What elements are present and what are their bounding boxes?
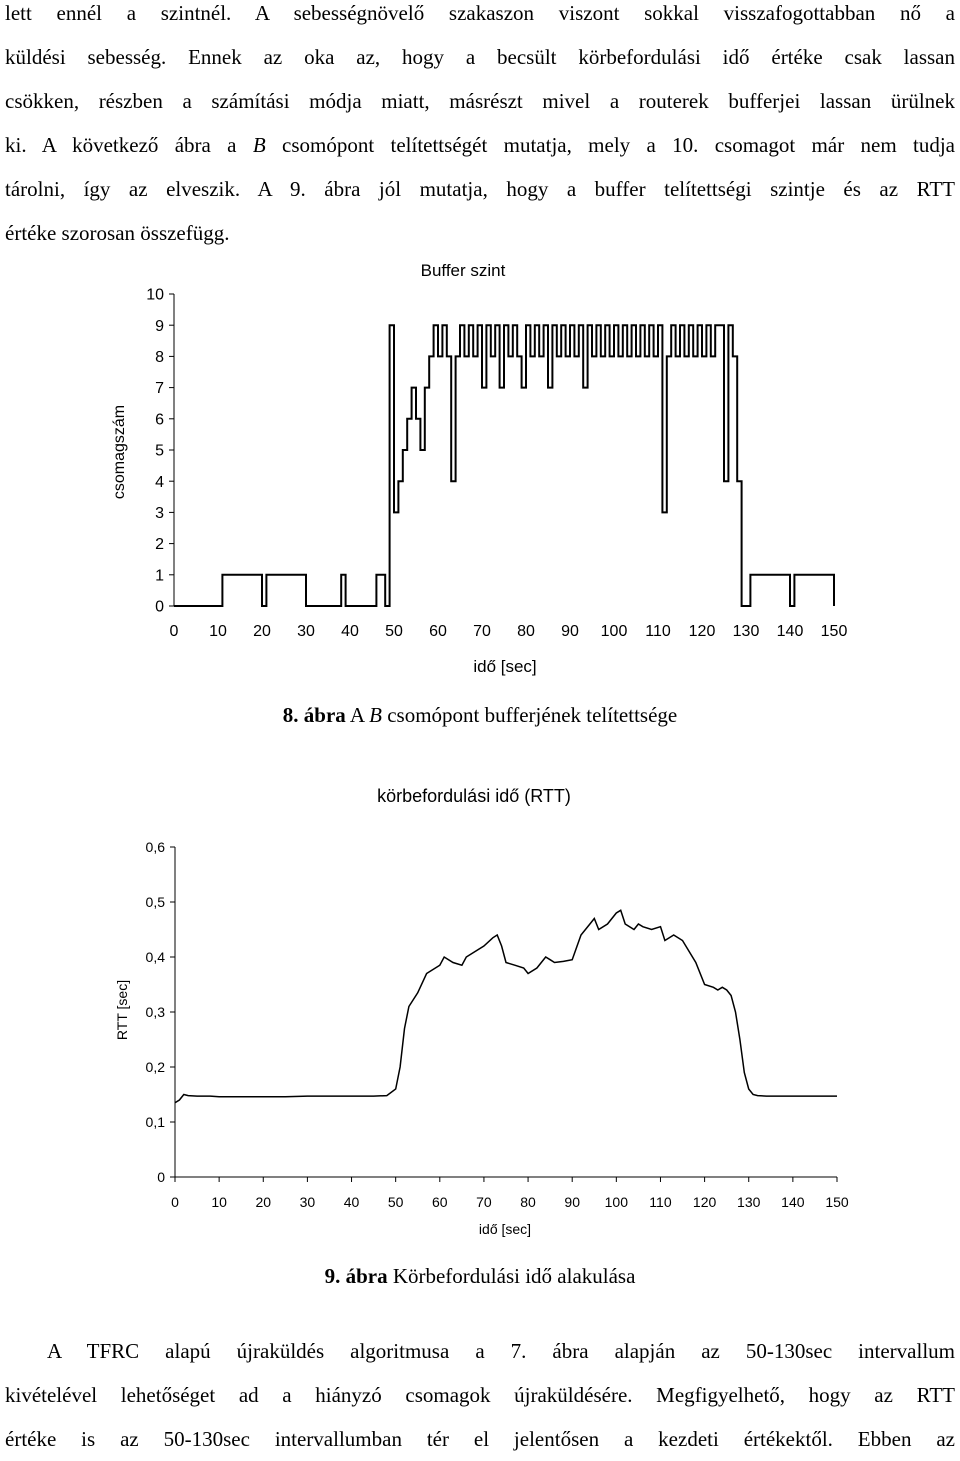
y-tick-label: 0,4 (146, 949, 166, 965)
buffer-level-chart (108, 252, 856, 684)
y-tick-label: 0 (157, 1169, 165, 1185)
closing-paragraph (5, 1329, 955, 1461)
caption-number: 8. ábra (283, 703, 346, 727)
y-tick-label: 0,2 (146, 1059, 166, 1075)
figure-9-caption (0, 1264, 960, 1289)
text-line: értéke szorosan összefügg. (5, 211, 955, 255)
x-tick-label: 50 (385, 623, 403, 640)
x-axis-label: idő [sec] (479, 1221, 531, 1237)
x-tick-label: 120 (689, 623, 716, 640)
x-tick-label: 20 (253, 623, 271, 640)
x-tick-label: 10 (209, 623, 227, 640)
x-tick-label: 80 (517, 623, 535, 640)
y-tick-label: 0,1 (146, 1114, 166, 1130)
text-line: küldési sebesség. Ennek az oka az, hogy a becsült körbefordulási idő értéke csak lassan (5, 35, 955, 79)
text-line: kivételével lehetőséget ad a hiányzó csomagok újraküldésére. Megfigyelhető, hogy az RTT (5, 1373, 955, 1417)
x-tick-label: 90 (564, 1194, 580, 1210)
y-tick-label: 7 (155, 380, 164, 397)
x-tick-label: 80 (520, 1194, 536, 1210)
text-line-italic: ki. A következő ábra a B csomópont telítettségét mutatja, mely a 10. csomagot már nem tudja (5, 123, 955, 167)
text-line: értéke is az 50-130sec intervallumban tér el jelentősen a kezdeti értékektől. Ebben az (5, 1417, 955, 1461)
y-tick-label: 0 (155, 599, 164, 616)
text-line: csökken, részben a számítási módja miatt, másrészt mivel a routerek bufferjei lassan ürülnek (5, 79, 955, 123)
x-tick-label: 60 (429, 623, 447, 640)
y-tick-label: 3 (155, 505, 164, 522)
x-tick-label: 60 (432, 1194, 448, 1210)
y-tick-label: 0,3 (146, 1004, 166, 1020)
x-tick-label: 150 (825, 1194, 849, 1210)
caption-number: 9. ábra (325, 1264, 388, 1288)
figure-8-caption (0, 703, 960, 728)
rtt-chart (100, 770, 860, 1248)
x-tick-label: 120 (693, 1194, 717, 1210)
caption-text: Körbefordulási idő alakulása (388, 1264, 636, 1288)
x-tick-label: 140 (777, 623, 804, 640)
y-tick-label: 9 (155, 318, 164, 335)
x-tick-label: 40 (341, 623, 359, 640)
text-line: tárolni, így az elveszik. A 9. ábra jól mutatja, hogy a buffer telítettségi szintje és az RTT (5, 167, 955, 211)
chart-background (108, 252, 856, 684)
caption-text: A (346, 703, 369, 727)
chart-background (100, 770, 860, 1248)
x-tick-label: 70 (473, 623, 491, 640)
x-tick-label: 30 (300, 1194, 316, 1210)
text-line: lett ennél a szintnél. A sebességnövelő szakaszon viszont sokkal visszafogottabban nő a (5, 0, 955, 35)
chart-title: körbefordulási idő (RTT) (377, 786, 571, 806)
x-tick-label: 110 (649, 1194, 672, 1210)
x-tick-label: 130 (737, 1194, 761, 1210)
x-tick-label: 100 (601, 623, 628, 640)
y-tick-label: 0,5 (146, 894, 166, 910)
x-tick-label: 140 (781, 1194, 805, 1210)
intro-paragraph (5, 0, 955, 255)
y-tick-label: 4 (155, 474, 164, 491)
y-tick-label: 5 (155, 443, 164, 460)
x-tick-label: 90 (561, 623, 579, 640)
y-tick-label: 0,6 (146, 839, 166, 855)
x-tick-label: 0 (171, 1194, 179, 1210)
node-label: B (253, 133, 266, 157)
x-tick-label: 40 (344, 1194, 360, 1210)
x-tick-label: 110 (645, 623, 671, 640)
x-tick-label: 10 (211, 1194, 227, 1210)
x-tick-label: 150 (821, 623, 848, 640)
x-axis-label: idő [sec] (473, 657, 536, 676)
y-tick-label: 8 (155, 349, 164, 366)
x-tick-label: 50 (388, 1194, 404, 1210)
x-tick-label: 30 (297, 623, 315, 640)
caption-node: B (369, 703, 382, 727)
caption-text: csomópont bufferjének telítettsége (382, 703, 677, 727)
y-tick-label: 10 (146, 287, 164, 304)
x-tick-label: 0 (170, 623, 179, 640)
y-tick-label: 2 (155, 536, 164, 553)
x-tick-label: 130 (733, 623, 760, 640)
chart-title: Buffer szint (421, 261, 506, 280)
y-tick-label: 6 (155, 411, 164, 428)
y-axis-label: RTT [sec] (114, 980, 130, 1040)
text-line-indented: A TFRC alapú újraküldés algoritmusa a 7. ábra alapján az 50-130sec intervallum (5, 1329, 955, 1373)
x-tick-label: 100 (605, 1194, 629, 1210)
x-tick-label: 70 (476, 1194, 492, 1210)
y-tick-label: 1 (155, 567, 164, 584)
y-axis-label: csomagszám (111, 405, 128, 499)
x-tick-label: 20 (255, 1194, 271, 1210)
